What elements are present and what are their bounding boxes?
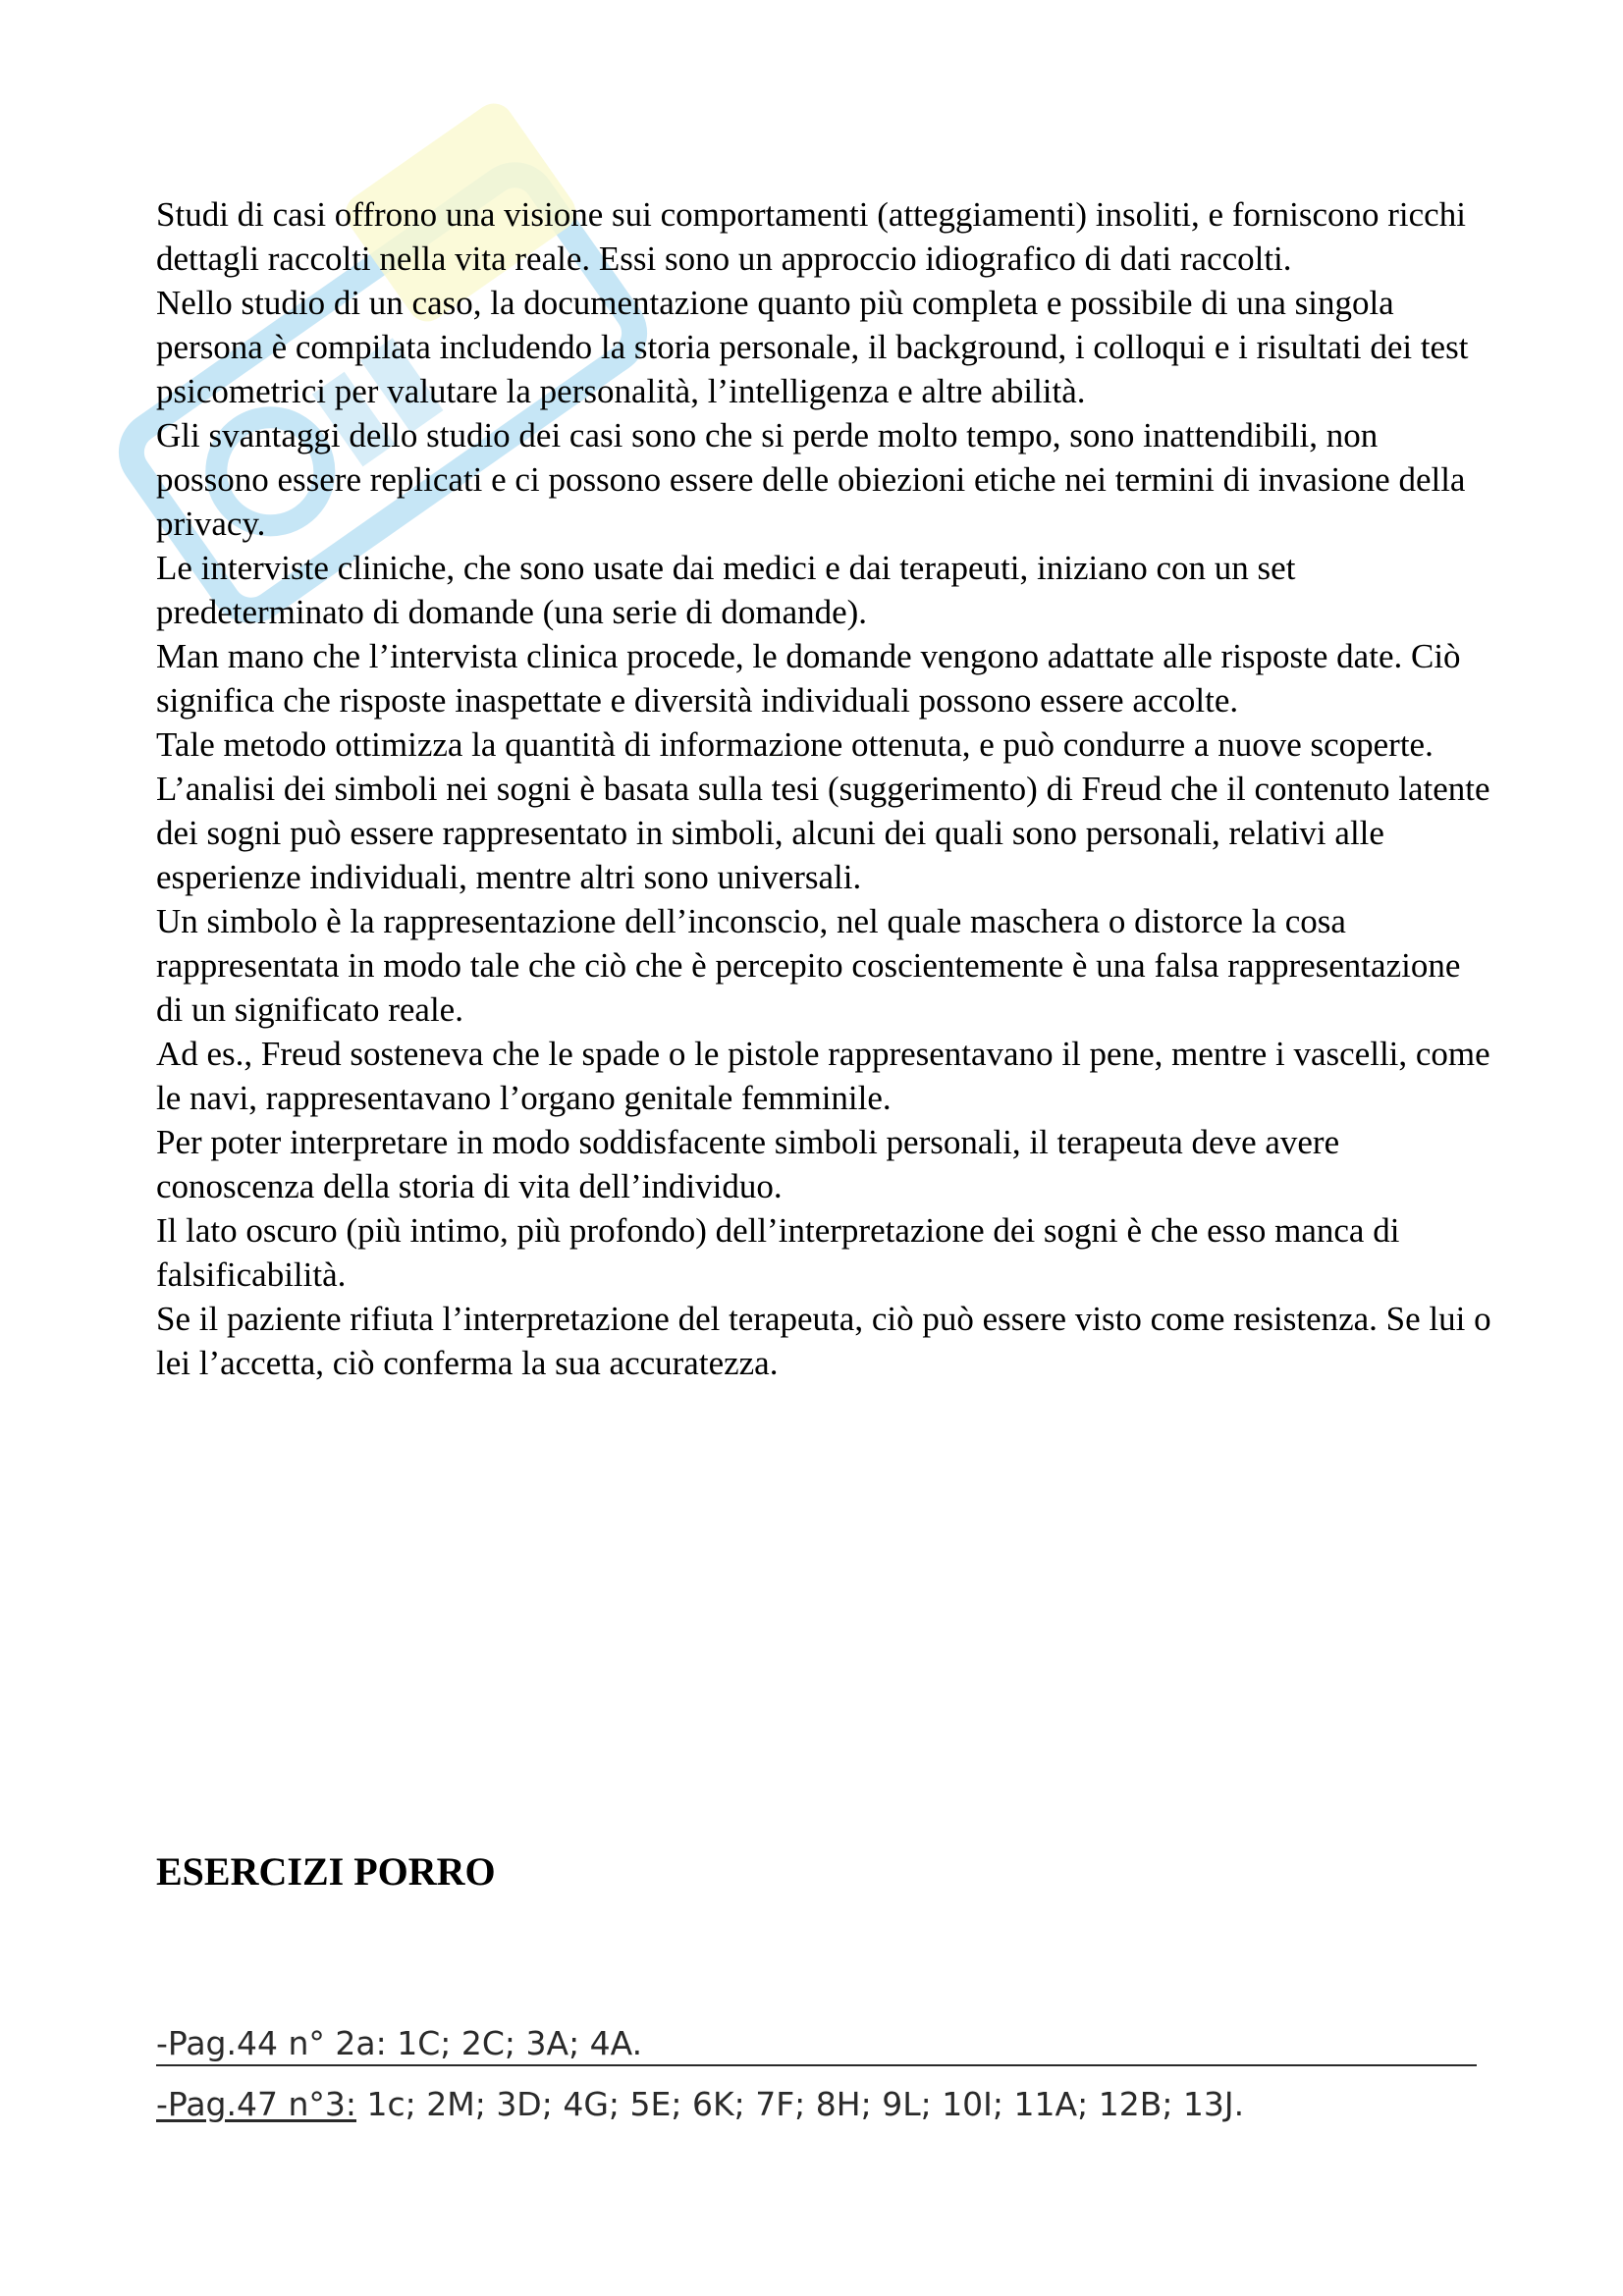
exercise-line-2 [156,2085,1244,2123]
paragraph: Un simbolo è la rappresentazione dell’inconscio, nel quale maschera o distorce la cosa rappresentata in modo tale che ciò che è percepito coscientemente è una falsa rappresentazione di un significato reale. [156,902,1461,1029]
exercise-line-1 [156,2024,1477,2066]
paragraph: Gli svantaggi dello studio dei casi sono che si perde molto tempo, sono inattendibili, non possono essere replicati e ci possono essere delle obiezioni etiche nei termini di invasione della privacy. [156,416,1466,543]
exercise-ref-1: -Pag.44 n° 2a: [156,2024,387,2062]
section-title: ESERCIZI PORRO [156,1849,496,1894]
paragraph: Tale metodo ottimizza la quantità di informazione ottenuta, e può condurre a nuove scoperte. [156,725,1434,764]
paragraph: Le interviste cliniche, che sono usate dai medici e dai terapeuti, iniziano con un set predeterminato di domande (una serie di domande). [156,549,1296,631]
paragraph: Man mano che l’intervista clinica procede, le domande vengono adattate alle risposte date. Ciò significa che risposte inaspettate e diversità individuali possono essere accolte. [156,637,1461,720]
paragraph: L’analisi dei simboli nei sogni è basata sulla tesi (suggerimento) di Freud che il contenuto latente dei sogni può essere rappresentato in simboli, alcuni dei quali sono personali, relativi alle esperienze individuali, mentre altri sono universali. [156,770,1490,896]
document-body [156,192,1491,1385]
exercise-ref-2: -Pag.47 n°3: [156,2085,356,2123]
exercise-answers-1: 1C; 2C; 3A; 4A. [386,2024,643,2062]
exercise-answers-2: 1c; 2M; 3D; 4G; 5E; 6K; 7F; 8H; 9L; 10I; 11A; 12B; 13J. [356,2085,1245,2123]
paragraph: Nello studio di un caso, la documentazione quanto più completa e possibile di una singola persona è compilata includendo la storia personale, il background, i colloqui e i risultati dei test psicometrici per valutare la personalità, l’intelligenza e altre abilità. [156,284,1469,410]
paragraph: Per poter interpretare in modo soddisfacente simboli personali, il terapeuta deve avere conoscenza della storia di vita dell’individuo. [156,1123,1340,1205]
paragraph: Ad es., Freud sosteneva che le spade o le pistole rappresentavano il pene, mentre i vascelli, come le navi, rappresentavano l’organo genitale femminile. [156,1035,1490,1117]
paragraph: Se il paziente rifiuta l’interpretazione del terapeuta, ciò può essere visto come resistenza. Se lui o lei l’accetta, ciò conferma la sua accuratezza. [156,1300,1491,1382]
paragraph: Il lato oscuro (più intimo, più profondo) dell’interpretazione dei sogni è che esso manca di falsificabilità. [156,1211,1400,1294]
paragraph: Studi di casi offrono una visione sui comportamenti (atteggiamenti) insoliti, e forniscono ricchi dettagli raccolti nella vita reale. Essi sono un approccio idiografico di dati raccolti. [156,195,1466,278]
